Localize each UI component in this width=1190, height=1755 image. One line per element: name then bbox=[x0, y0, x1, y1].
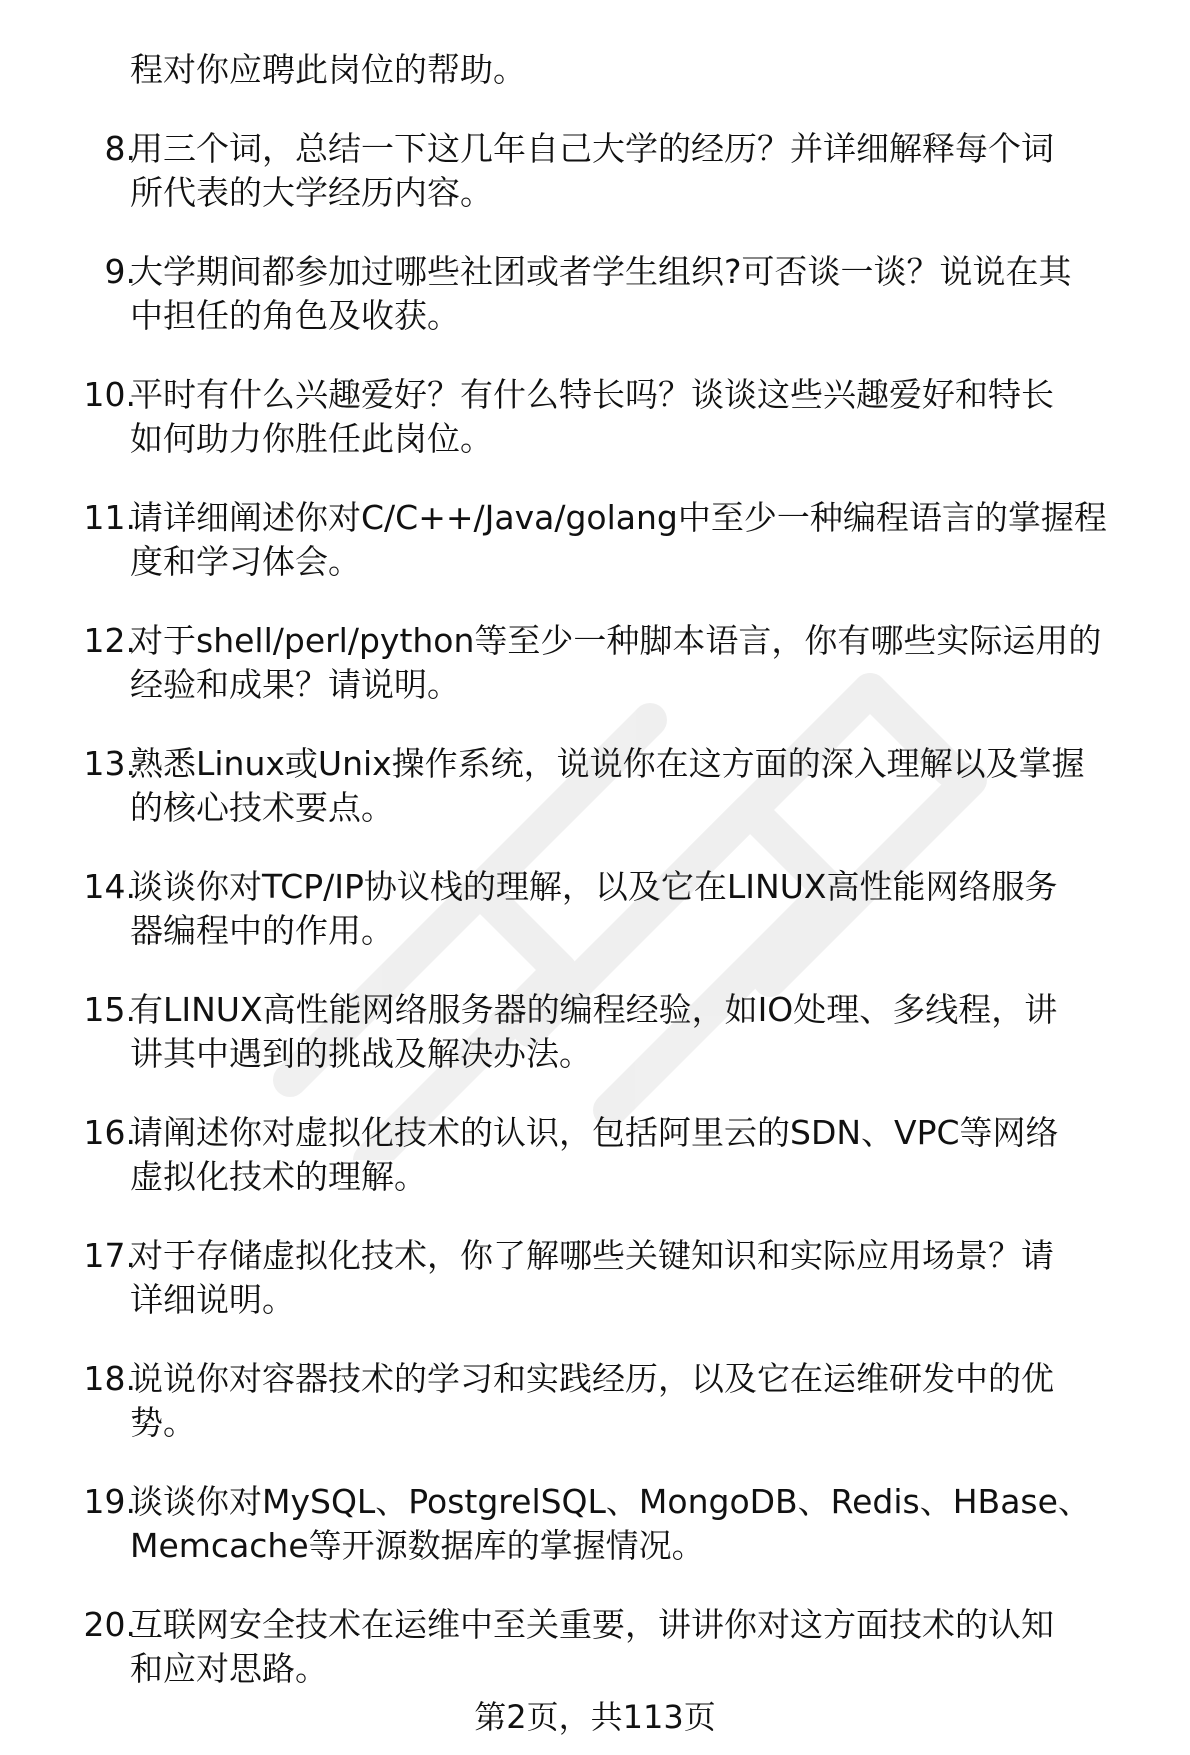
question-line: 用三个词，总结一下这几年自己大学的经历？并详细解释每个词 bbox=[130, 129, 1054, 168]
question-line: 谈谈你对MySQL、PostgrelSQL、MongoDB、Redis、HBase、 bbox=[130, 1482, 1091, 1521]
question-item bbox=[0, 1476, 1190, 1599]
question-text bbox=[130, 496, 1170, 584]
question-line: 讲其中遇到的挑战及解决办法。 bbox=[130, 1034, 592, 1073]
question-number: 14. bbox=[83, 867, 136, 906]
question-number: 8. bbox=[104, 129, 136, 168]
question-line: 大学期间都参加过哪些社团或者学生组织?可否谈一谈？说说在其 bbox=[130, 252, 1072, 291]
question-text bbox=[130, 1234, 1170, 1322]
question-line: 谈谈你对TCP/IP协议栈的理解，以及它在LINUX高性能网络服务 bbox=[130, 867, 1058, 906]
question-line: 的核心技术要点。 bbox=[130, 788, 394, 827]
question-item bbox=[0, 984, 1190, 1107]
question-list bbox=[0, 123, 1190, 1722]
question-line: 经验和成果？请说明。 bbox=[130, 665, 460, 704]
question-line: 对于存储虚拟化技术，你了解哪些关键知识和实际应用场景？请 bbox=[130, 1236, 1054, 1275]
question-text bbox=[130, 373, 1170, 461]
question-number: 20. bbox=[83, 1605, 136, 1644]
question-number: 19. bbox=[83, 1482, 136, 1521]
question-line: 器编程中的作用。 bbox=[130, 911, 394, 950]
question-line: 说说你对容器技术的学习和实践经历，以及它在运维研发中的优 bbox=[130, 1359, 1054, 1398]
question-number: 13. bbox=[83, 744, 136, 783]
question-text bbox=[130, 1480, 1170, 1568]
question-line: 如何助力你胜任此岗位。 bbox=[130, 419, 493, 458]
question-item bbox=[0, 615, 1190, 738]
question-text bbox=[130, 865, 1170, 953]
question-number: 15. bbox=[83, 990, 136, 1029]
question-line: 详细说明。 bbox=[130, 1280, 295, 1319]
question-item bbox=[0, 369, 1190, 492]
question-line: 请阐述你对虚拟化技术的认识，包括阿里云的SDN、VPC等网络 bbox=[130, 1113, 1059, 1152]
question-line: Memcache等开源数据库的掌握情况。 bbox=[130, 1526, 705, 1565]
question-line: 请详细阐述你对C/C++/Java/golang中至少一种编程语言的掌握程 bbox=[130, 498, 1107, 537]
question-text bbox=[130, 619, 1170, 707]
question-number: 10. bbox=[83, 375, 136, 414]
question-line: 所代表的大学经历内容。 bbox=[130, 173, 493, 212]
question-text bbox=[130, 1357, 1170, 1445]
question-text bbox=[130, 1603, 1170, 1691]
question-item bbox=[0, 1353, 1190, 1476]
question-text bbox=[130, 988, 1170, 1076]
question-text bbox=[130, 250, 1170, 338]
question-number: 18. bbox=[83, 1359, 136, 1398]
question-line: 势。 bbox=[130, 1403, 196, 1442]
question-line: 熟悉Linux或Unix操作系统，说说你在这方面的深入理解以及掌握 bbox=[130, 744, 1085, 783]
continuation-text: 程对你应聘此岗位的帮助。 bbox=[130, 50, 526, 89]
question-item bbox=[0, 861, 1190, 984]
question-line: 和应对思路。 bbox=[130, 1649, 328, 1688]
question-number: 16. bbox=[83, 1113, 136, 1152]
question-text bbox=[130, 1111, 1170, 1199]
question-item bbox=[0, 1230, 1190, 1353]
question-text bbox=[130, 127, 1170, 215]
page-footer: 第2页，共113页 bbox=[474, 1698, 716, 1736]
question-line: 对于shell/perl/python等至少一种脚本语言，你有哪些实际运用的 bbox=[130, 621, 1102, 660]
question-line: 互联网安全技术在运维中至关重要，讲讲你对这方面技术的认知 bbox=[130, 1605, 1054, 1644]
question-number: 12. bbox=[83, 621, 136, 660]
question-line: 有LINUX高性能网络服务器的编程经验，如IO处理、多线程，讲 bbox=[130, 990, 1058, 1029]
question-number: 9. bbox=[104, 252, 136, 291]
question-item bbox=[0, 1107, 1190, 1230]
question-line: 度和学习体会。 bbox=[130, 542, 361, 581]
question-text bbox=[130, 742, 1170, 830]
question-line: 平时有什么兴趣爱好？有什么特长吗？谈谈这些兴趣爱好和特长 bbox=[130, 375, 1054, 414]
question-line: 虚拟化技术的理解。 bbox=[130, 1157, 427, 1196]
question-line: 中担任的角色及收获。 bbox=[130, 296, 460, 335]
question-item bbox=[0, 738, 1190, 861]
question-item bbox=[0, 246, 1190, 369]
question-number: 17. bbox=[83, 1236, 136, 1275]
question-item bbox=[0, 492, 1190, 615]
question-item bbox=[0, 123, 1190, 246]
question-number: 11. bbox=[83, 498, 136, 537]
